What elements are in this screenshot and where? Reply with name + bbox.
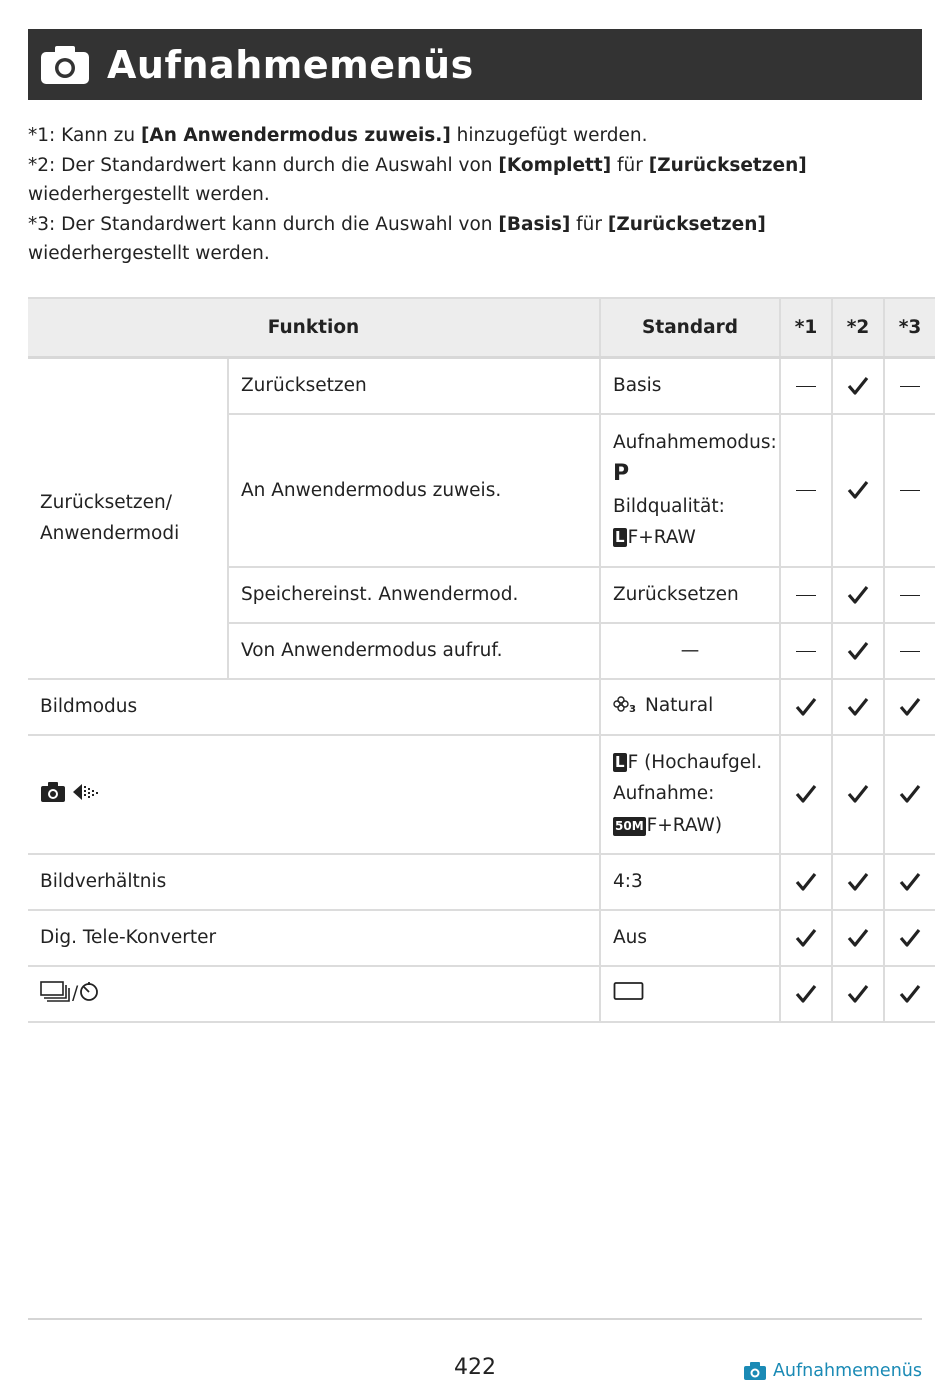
check-icon <box>884 910 935 966</box>
section-header <box>28 29 922 100</box>
group-label: Zurücksetzen/ Anwendermodi <box>28 358 228 679</box>
dash-mark <box>884 623 935 679</box>
row-name: Zurücksetzen <box>228 358 600 414</box>
check-icon <box>832 358 884 414</box>
footnote-3: *3: Der Standardwert kann durch die Auswahl von [Basis] für [Zurücksetzen] wiederhergestellt werden. <box>28 213 766 264</box>
large-size-badge: L <box>615 528 625 546</box>
check-icon <box>832 679 884 735</box>
camera-icon <box>40 45 90 85</box>
check-icon <box>832 414 884 567</box>
check-icon <box>832 623 884 679</box>
table-row <box>28 854 935 910</box>
dash-mark <box>780 623 832 679</box>
check-icon <box>884 679 935 735</box>
picture-mode-icon <box>613 694 639 719</box>
dash-mark <box>780 567 832 623</box>
check-icon <box>832 854 884 910</box>
col-header-3: *3 <box>884 298 935 358</box>
table-row <box>28 910 935 966</box>
footnote-1: *1: Kann zu [An Anwendermodus zuweis.] hinzugefügt werden. <box>28 125 648 146</box>
check-icon <box>780 966 832 1022</box>
menu-table <box>28 297 935 1023</box>
footnote-2: *2: Der Standardwert kann durch die Auswahl von [Komplett] für [Zurücksetzen] wiederhergestellt werden. <box>28 154 807 205</box>
footer-divider <box>28 1318 922 1320</box>
check-icon <box>884 854 935 910</box>
footnotes <box>28 121 920 269</box>
row-name: Bildverhältnis <box>28 854 600 910</box>
camera-quality-icon <box>40 780 104 809</box>
row-standard <box>600 966 780 1022</box>
dash-mark <box>884 567 935 623</box>
col-header-funktion: Funktion <box>28 298 600 358</box>
row-name <box>28 735 600 854</box>
section-link-label: Aufnahmemenüs <box>772 1361 922 1381</box>
table-row <box>28 679 935 735</box>
row-name: Speichereinst. Anwendermod. <box>228 567 600 623</box>
table-row <box>28 735 935 854</box>
check-icon <box>832 966 884 1022</box>
row-standard: Basis <box>600 358 780 414</box>
check-icon <box>780 854 832 910</box>
row-standard: — <box>600 623 780 679</box>
page-number: 422 <box>454 1355 496 1380</box>
large-size-badge: L <box>615 752 625 771</box>
dash-mark <box>780 358 832 414</box>
dash-mark <box>884 358 935 414</box>
svg-text:3: 3 <box>629 704 636 714</box>
row-standard: Aufnahmemodus: P Bildqualität: L F+RAW <box>600 414 780 567</box>
check-icon <box>884 735 935 854</box>
row-standard: Zurücksetzen <box>600 567 780 623</box>
row-standard: Aus <box>600 910 780 966</box>
table-row <box>28 358 935 414</box>
row-name: Bildmodus <box>28 679 600 735</box>
row-name: Von Anwendermodus aufruf. <box>228 623 600 679</box>
check-icon <box>780 679 832 735</box>
camera-icon <box>743 1361 767 1381</box>
check-icon <box>832 567 884 623</box>
check-icon <box>832 735 884 854</box>
col-header-2: *2 <box>832 298 884 358</box>
check-icon <box>780 735 832 854</box>
dash-mark <box>780 414 832 567</box>
check-icon <box>832 910 884 966</box>
table-row <box>28 966 935 1022</box>
row-name: Dig. Tele-Konverter <box>28 910 600 966</box>
50m-badge: 50M <box>613 817 646 836</box>
row-name: An Anwendermodus zuweis. <box>228 414 600 567</box>
row-standard: 3 Natural <box>600 679 780 735</box>
row-name: / <box>28 966 600 1022</box>
row-standard: 4:3 <box>600 854 780 910</box>
drive-mode-icon <box>40 980 72 1007</box>
check-icon <box>884 966 935 1022</box>
self-timer-icon <box>78 980 100 1007</box>
page-title: Aufnahmemenüs <box>107 42 474 87</box>
table-header-row <box>28 298 935 358</box>
dash-mark <box>884 414 935 567</box>
col-header-1: *1 <box>780 298 832 358</box>
section-link[interactable] <box>743 1361 922 1381</box>
col-header-standard: Standard <box>600 298 780 358</box>
check-icon <box>780 910 832 966</box>
single-frame-icon <box>613 980 645 1007</box>
row-standard: L F (Hochaufgel. Aufnahme: 50M F+RAW) <box>600 735 780 854</box>
